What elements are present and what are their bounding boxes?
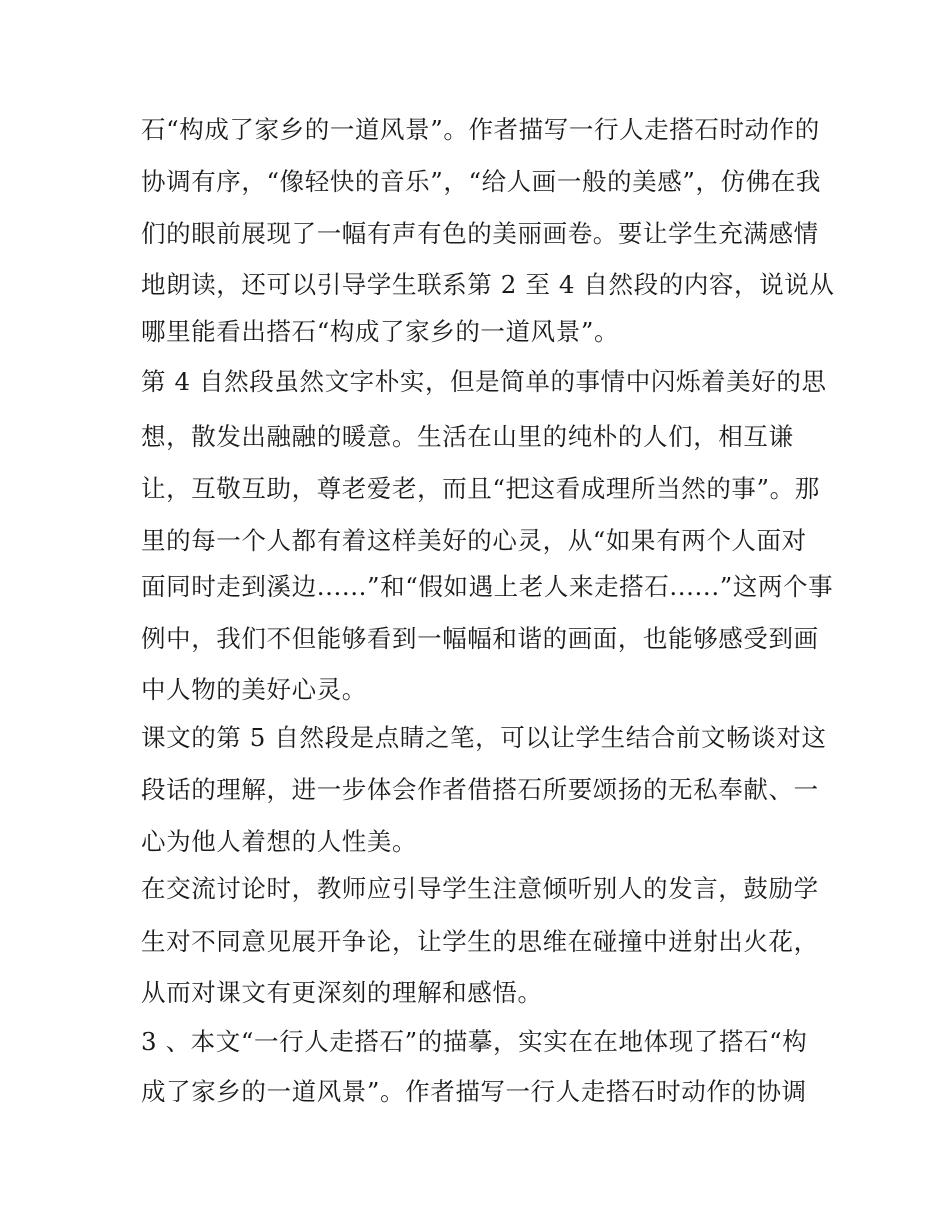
- text-line: 第 4 自然段虽然文字朴实，但是简单的事情中闪烁着美好的思: [141, 367, 827, 396]
- text-line: 协调有序，“像轻快的音乐”，“给人画一般的美感”，仿佛在我: [141, 167, 821, 196]
- text-line: 面同时走到溪边......”和“假如遇上老人来走搭石......”这两个事: [141, 572, 834, 601]
- text-line: 课文的第 5 自然段是点睛之笔，可以让学生结合前文畅谈对这: [141, 723, 827, 752]
- text-line: 想，散发出融融的暖意。生活在山里的纯朴的人们，相互谦: [141, 422, 794, 451]
- text-line: 生对不同意见展开争论，让学生的思维在碰撞中迸射出火花，: [141, 927, 819, 956]
- text-line: 3 、本文“一行人走搭石”的描摹，实实在在地体现了搭石“构: [141, 1027, 808, 1056]
- text-line: 哪里能看出搭石“构成了家乡的一道风景”。: [141, 317, 620, 346]
- text-line: 里的每一个人都有着这样美好的心灵，从“如果有两个人面对: [141, 526, 807, 555]
- text-line: 们的眼前展现了一幅有声有色的美丽画卷。要让学生充满感情: [141, 219, 819, 248]
- text-line: 地朗读，还可以引导学生联系第 2 至 4 自然段的内容，说说从: [141, 270, 835, 299]
- text-line: 心为他人着想的人性美。: [141, 827, 418, 856]
- text-line: 让，互敬互助，尊老爱老，而且“把这看成理所当然的事”。那: [141, 474, 820, 503]
- text-line: 中人物的美好心灵。: [141, 675, 367, 704]
- text-line: 例中，我们不但能够看到一幅幅和谐的画面，也能够感受到画: [141, 624, 819, 653]
- text-line: 成了家乡的一道风景”。作者描写一行人走搭石时动作的协调: [141, 1077, 807, 1106]
- text-line: 从而对课文有更深刻的理解和感悟。: [141, 978, 543, 1007]
- text-line: 石“构成了家乡的一道风景”。作者描写一行人走搭石时动作的: [141, 115, 820, 144]
- text-line: 段话的理解，进一步体会作者借搭石所要颂扬的无私奉献、一: [141, 775, 819, 804]
- text-line: 在交流讨论时，教师应引导学生注意倾听别人的发言，鼓励学: [141, 874, 819, 903]
